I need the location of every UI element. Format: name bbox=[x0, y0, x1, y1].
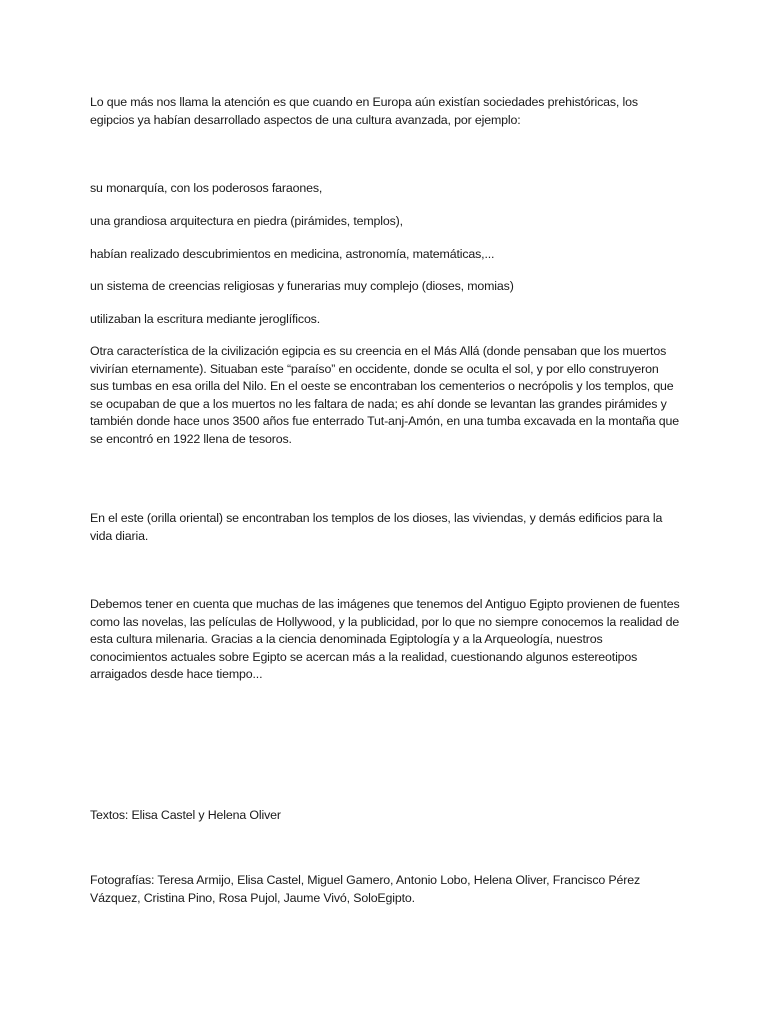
photos-credit: Fotografías: Teresa Armijo, Elisa Castel, Miguel Gamero, Antonio Lobo, Helena Oliver, Francisco Pérez Vázquez, Cristina Pino, Rosa Pujol, Jaume Vivó, SoloEgipto. bbox=[90, 873, 641, 905]
afterlife-paragraph: Otra característica de la civilización egipcia es su creencia en el Más Allá (donde pensaban que los muertos vivirían eternamente). Situaban este “paraíso” en occidente, donde se oculta el sol, y por ello construyeron sus tumbas en esa orilla del Nilo. En el oeste se encontraban los cementerios o necrópolis y los templos, que se ocupaban de que a los muertos no les faltara de nada; es ahí donde se levantan las grandes pirámides y también donde hace unos 3500 años fue enterrado Tut-anj-Amón, en una tumba excavada en la montaña que se encontró en 1922 llena de tesoros. bbox=[90, 344, 679, 446]
list-item-architecture: una grandiosa arquitectura en piedra (pirámides, templos), bbox=[90, 214, 403, 228]
list-item-beliefs: un sistema de creencias religiosas y funerarias muy complejo (dioses, momias) bbox=[90, 279, 514, 293]
list-item-monarchy: su monarquía, con los poderosos faraones, bbox=[90, 181, 323, 195]
list-item-writing: utilizaban la escritura mediante jeroglíficos. bbox=[90, 312, 321, 326]
texts-credit: Textos: Elisa Castel y Helena Oliver bbox=[90, 808, 281, 822]
intro-paragraph: Lo que más nos llama la atención es que cuando en Europa aún existían sociedades prehistóricas, los egipcios ya habían desarrollado aspectos de una cultura avanzada, por ejemplo: bbox=[90, 95, 638, 127]
east-bank-paragraph: En el este (orilla oriental) se encontraban los templos de los dioses, las viviendas, y demás edificios para la vida diaria. bbox=[90, 511, 663, 543]
egyptology-paragraph: Debemos tener en cuenta que muchas de las imágenes que tenemos del Antiguo Egipto provienen de fuentes como las novelas, las películas de Hollywood, y la publicidad, por lo que no siempre conocemos la realidad de esta cultura milenaria. Gracias a la ciencia denominada Egiptología y a la Arqueología, nuestros conocimientos actuales sobre Egipto se acercan más a la realidad, cuestionando algunos estereotipos arraigados desde hace tiempo... bbox=[90, 597, 680, 681]
list-item-discoveries: habían realizado descubrimientos en medicina, astronomía, matemáticas,... bbox=[90, 247, 495, 261]
